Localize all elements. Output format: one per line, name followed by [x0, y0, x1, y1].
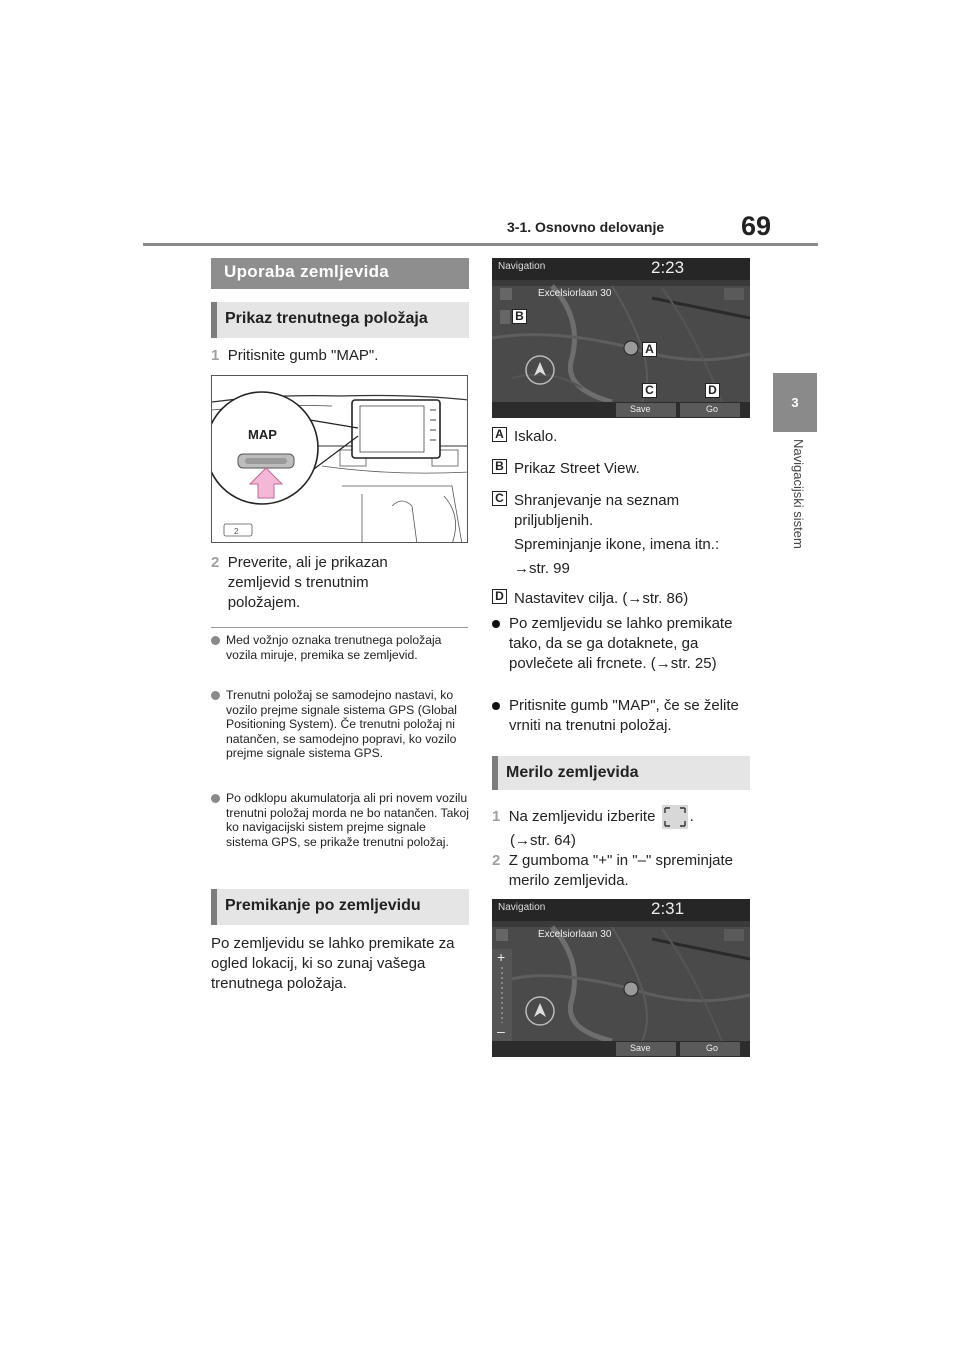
map-drawing-2 — [492, 899, 750, 1057]
legend-c — [514, 491, 754, 579]
chapter-tab: 3 — [773, 373, 817, 432]
bullet-text: Po zemljevidu se lahko premikate tako, da se ga dotaknete, ga povlečete ali frcnete. (→str. 25) — [509, 615, 733, 672]
page-number: 69 — [741, 211, 772, 241]
bullet-dot — [492, 620, 500, 628]
dashboard-illustration — [211, 375, 468, 543]
navigation-screen-1 — [492, 258, 750, 418]
bullet-item — [492, 696, 752, 736]
callout-a: A — [642, 342, 657, 357]
step-text: Z gumboma "+" in "–" spreminjate merilo zemljevida. — [508, 852, 733, 889]
subheading-current-position: Prikaz trenutnega položaja — [211, 302, 469, 338]
step-text: Preverite, ali je prikazan zemljevid s trenutnim položajem. — [227, 554, 388, 611]
step-number: 2 — [492, 852, 501, 869]
legend-a: Iskalo. — [514, 428, 558, 445]
note-item — [211, 633, 469, 662]
legend-key-d: D — [492, 589, 507, 604]
step-number: 1 — [492, 807, 501, 825]
screen-clock: 2:23 — [651, 258, 685, 277]
map-scale-icon — [662, 805, 688, 829]
legend-key-b: B — [492, 459, 507, 474]
step-2 — [211, 553, 469, 613]
legend-c-line1: Shranjevanje na seznam priljubljenih. — [514, 492, 680, 529]
bullet-dot — [211, 636, 220, 645]
callout-c: C — [642, 383, 657, 398]
save-button[interactable]: Save — [630, 404, 651, 414]
step-text-end: . — [689, 807, 694, 825]
subheading-moving-map: Premikanje po zemljevidu — [211, 889, 469, 925]
legend-b: Prikaz Street View. — [514, 460, 640, 477]
screen-clock: 2:31 — [651, 899, 685, 918]
bullet-dot — [211, 691, 220, 700]
callout-d: D — [705, 383, 720, 398]
bullet-dot — [492, 702, 500, 710]
step-2-scale — [492, 851, 750, 891]
bullet-item — [492, 614, 752, 674]
screen-street: Excelsiorlaan 30 — [538, 929, 612, 940]
step-text: Pritisnite gumb "MAP". — [227, 347, 379, 364]
step-1-scale — [492, 805, 750, 851]
section-heading: Uporaba zemljevida — [211, 258, 469, 289]
legend-c-line3: →str. 99 — [514, 560, 570, 577]
note-item — [211, 688, 469, 761]
map-button-label: MAP — [248, 427, 277, 442]
bullet-dot — [211, 794, 220, 803]
svg-text:2: 2 — [234, 527, 239, 536]
note-text: Trenutni položaj se samodejno nastavi, ko vozilo prejme signale sistema GPS (Global Positioning System). Če trenutni položaj ni natančen, se samodejno popravi, ko vozilo prejme signale sistema GPS. — [226, 688, 457, 760]
dashboard-drawing — [212, 376, 468, 543]
zoom-out-button[interactable]: – — [497, 1023, 505, 1039]
legend-key-c: C — [492, 491, 507, 506]
step-number: 2 — [211, 554, 220, 571]
step-text: Na zemljevidu izberite — [508, 807, 656, 825]
go-button[interactable]: Go — [706, 1043, 719, 1053]
callout-b: B — [512, 309, 527, 324]
screen-street: Excelsiorlaan 30 — [538, 288, 612, 299]
section-title: 3-1. Osnovno delovanje — [507, 219, 665, 235]
navigation-screen-2 — [492, 899, 750, 1057]
notes-divider — [211, 627, 468, 628]
go-button[interactable]: Go — [706, 404, 719, 414]
note-item — [211, 791, 469, 849]
zoom-in-button[interactable]: + — [497, 949, 506, 965]
header-divider — [143, 243, 818, 246]
screen-title: Navigation — [498, 261, 546, 272]
note-text: Med vožnjo oznaka trenutnega položaja vozila miruje, premika se zemljevid. — [226, 633, 442, 662]
bullet-text: Pritisnite gumb "MAP", če se želite vrniti na trenutni položaj. — [509, 697, 739, 734]
legend-c-line2: Spreminjanje ikone, imena itn.: — [514, 536, 720, 553]
screen-title: Navigation — [498, 902, 546, 913]
step-1 — [211, 346, 469, 366]
chapter-label: Navigacijski sistem — [791, 439, 806, 549]
moving-map-paragraph: Po zemljevidu se lahko premikate za ogled lokacij, ki so zunaj vašega trenutnega položaja. — [211, 935, 455, 992]
save-button[interactable]: Save — [630, 1043, 651, 1053]
legend-d: Nastavitev cilja. (→str. 86) — [514, 590, 689, 607]
legend-key-a: A — [492, 427, 507, 442]
subheading-map-scale: Merilo zemljevida — [492, 756, 750, 790]
note-text: Po odklopu akumulatorja ali pri novem vozilu trenutni položaj morda ne bo natančen. Takoj ko navigacijski sistem prejme signale sistema GPS, se prikaže trenutni položaj. — [226, 791, 470, 849]
step-ref: (→str. 64) — [510, 832, 576, 849]
step-number: 1 — [211, 347, 220, 364]
